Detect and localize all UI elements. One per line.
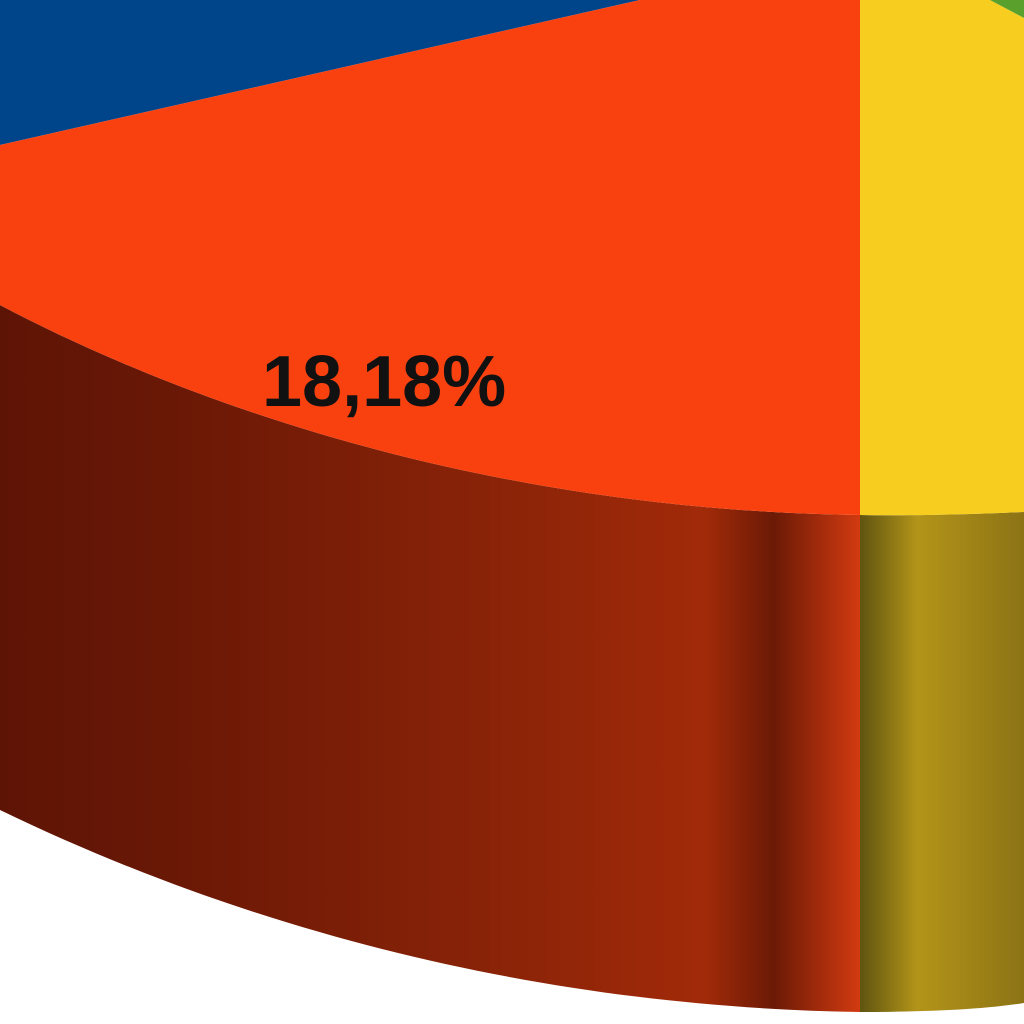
data-label-red-slice: 18,18% <box>262 342 507 422</box>
pie-slice-side-yellow <box>860 512 1024 1012</box>
pie-slice-yellow <box>860 0 1024 515</box>
